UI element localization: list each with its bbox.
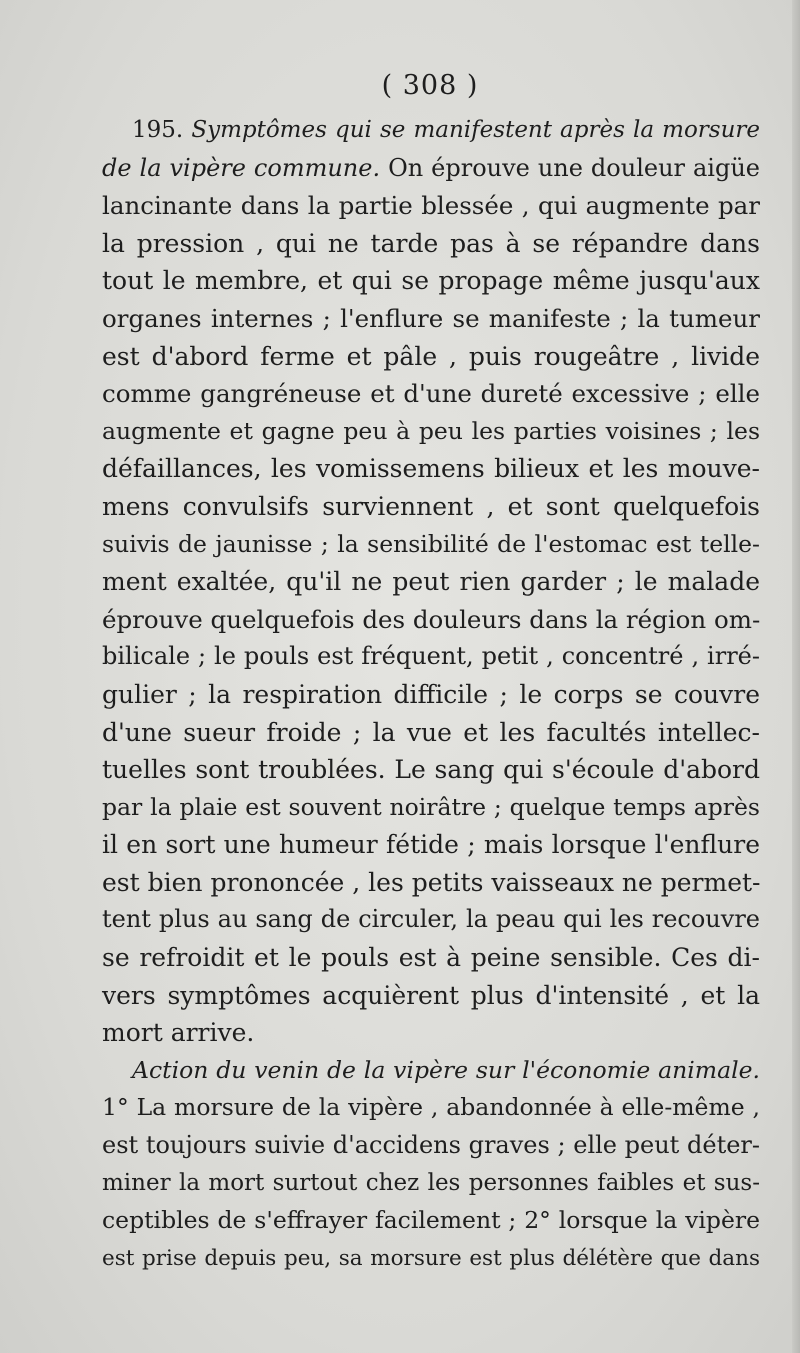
body-line: mort arrive. (102, 1018, 255, 1048)
body-line: tuelles sont troublées. Le sang qui s'écoule d'abord (102, 755, 760, 785)
body-line: il en sort une humeur fétide ; mais lorsque l'enflure (102, 830, 760, 860)
section-title-continued: de la vipère commune. (102, 153, 381, 182)
body-line: lancinante dans la partie blessée , qui augmente par (102, 191, 760, 221)
body-line: par la plaie est souvent noirâtre ; quelque temps après (102, 792, 760, 821)
body-line: ceptibles de s'effrayer facilement ; 2° lorsque la vipère (102, 1206, 760, 1235)
body-line: tent plus au sang de circuler, la peau qui les recouvre (102, 905, 760, 934)
section-195-title-line (102, 112, 760, 150)
body-line: organes internes ; l'enflure se manifeste ; la tumeur (102, 303, 760, 333)
body-line: mens convulsifs surviennent , et sont quelquefois (102, 491, 760, 521)
body-line: 1° La morsure de la vipère , abandonnée à elle-même , (102, 1093, 760, 1122)
body-line: est d'abord ferme et pâle , puis rougeâtre , livide (102, 341, 760, 371)
body-line: défaillances, les vomissemens bilieux et les mouve- (102, 454, 760, 484)
body-line: vers symptômes acquièrent plus d'intensité , et la (102, 980, 760, 1010)
page-edge (792, 0, 800, 1353)
body-line: ment exaltée, qu'il ne peut rien garder ; le malade (102, 567, 760, 597)
text-block (102, 112, 760, 1277)
page-number: ( 308 ) (381, 70, 479, 101)
body-line: éprouve quelquefois des douleurs dans la région om- (102, 604, 761, 634)
body-line: miner la mort surtout chez les personnes faibles et sus- (102, 1169, 760, 1196)
body-line: bilicale ; le pouls est fréquent, petit , concentré , irré- (102, 642, 760, 671)
action-heading: Action du venin de la vipère sur l'économie animale. (132, 1055, 760, 1084)
body-text: On éprouve une douleur aigüe (388, 153, 760, 182)
body-line: est prise depuis peu, sa morsure est plus délétère que dans (102, 1245, 760, 1271)
body-line: d'une sueur froide ; la vue et les facultés intellec- (102, 717, 760, 747)
section-title: Symptômes qui se manifestent après la morsure (191, 117, 761, 143)
body-line: est bien prononcée , les petits vaisseaux ne permet- (102, 867, 761, 897)
body-line: augmente et gagne peu à peu les parties voisines ; les (102, 416, 760, 445)
body-line: suivis de jaunisse ; la sensibilité de l'estomac est telle- (102, 529, 760, 558)
body-line: est toujours suivie d'accidens graves ; elle peut déter- (102, 1131, 760, 1160)
section-195-title-line-2 (102, 150, 760, 188)
body-line: comme gangréneuse et d'une dureté excessive ; elle (102, 379, 760, 409)
body-line: gulier ; la respiration difficile ; le corps se couvre (102, 679, 760, 709)
body-line: la pression , qui ne tarde pas à se répandre dans (102, 228, 760, 258)
body-line: tout le membre, et qui se propage même jusqu'aux (102, 266, 760, 296)
body-line: se refroidit et le pouls est à peine sensible. Ces di- (102, 943, 760, 973)
section-number: 195. (132, 117, 184, 143)
